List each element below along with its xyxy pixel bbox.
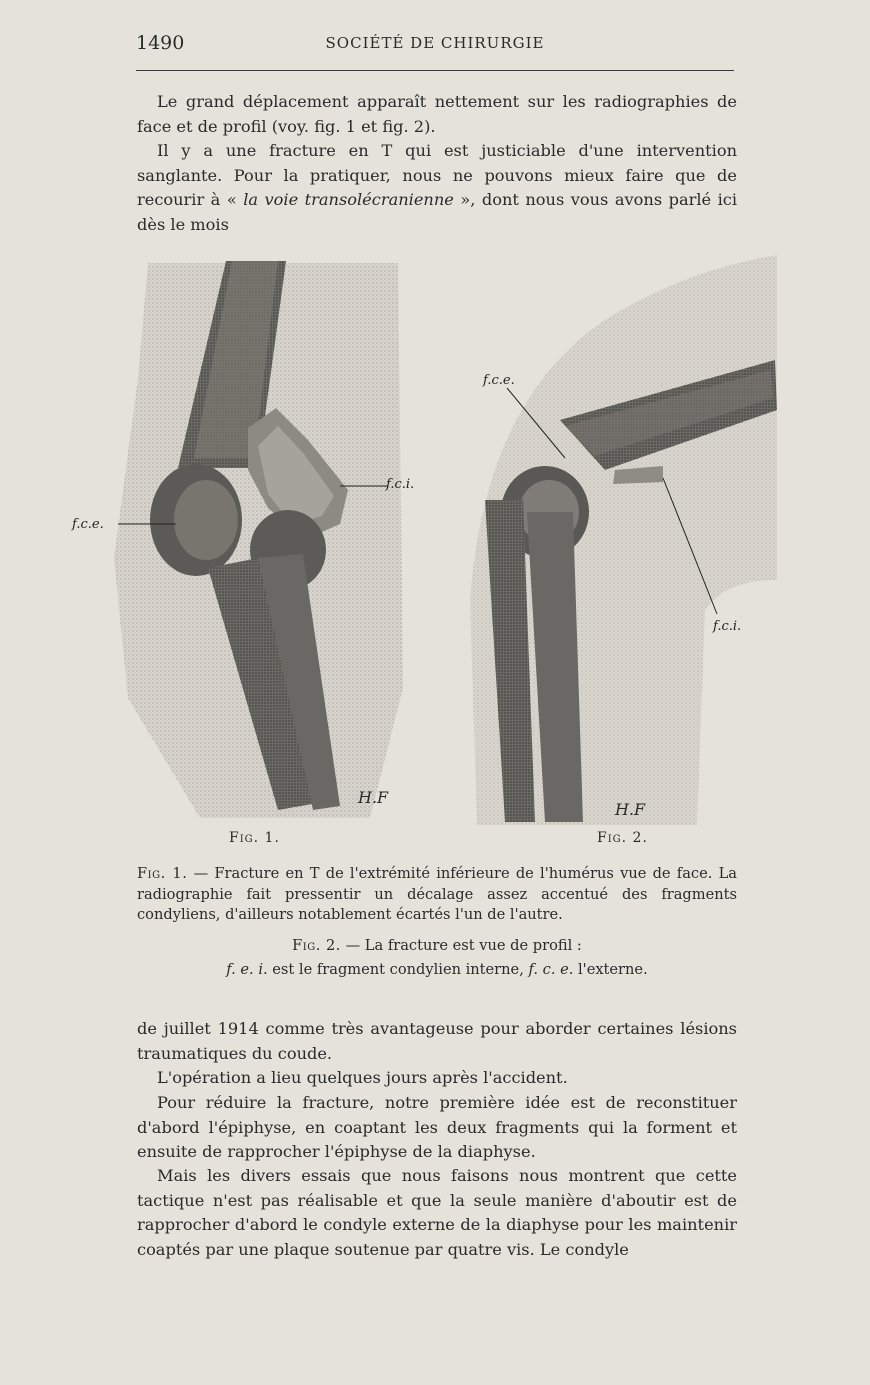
- fig2-signature: H.F: [615, 800, 646, 819]
- running-head: SOCIÉTÉ DE CHIRURGIE: [325, 34, 545, 52]
- header-rule: [136, 70, 734, 71]
- fig1-caption-label: Fig. 1.: [229, 830, 280, 846]
- caption-fig2-label: Fig. 2.: [292, 937, 341, 954]
- page-header: [0, 32, 800, 56]
- figure-2-caption-line2: [137, 960, 737, 981]
- paragraph-2: [137, 139, 737, 237]
- fig2-label-fci: f.c.i.: [713, 619, 742, 634]
- paragraph-2-end: », dont nous vous avons parlé ici dès le mois: [137, 190, 738, 234]
- fig2-caption-label: Fig. 2.: [597, 830, 648, 846]
- caption-fig1-text: — Fracture en T de l'extrémité inférieure de l'humérus vue de face. La radiographie fait pressentir un décalage assez accentué des fragments condyliens, d'ailleurs notablement écartés l'un de l'autre.: [137, 865, 737, 923]
- caption-line2-mid: est le fragment condylien interne,: [267, 961, 529, 978]
- paragraph-1: [137, 90, 737, 139]
- page-number: 1490: [136, 32, 185, 54]
- paragraph-2-italic: la voie transolécranienne: [243, 190, 454, 209]
- figure-2-illustration: [465, 250, 777, 825]
- fig2-label-fce: f.c.e.: [483, 373, 515, 388]
- caption-fig1-label: Fig. 1.: [137, 865, 188, 882]
- paragraph-1-text: Le grand déplacement apparaît nettement sur les radiographies de face et de profil (voy. fig. 1 et fig. 2).: [137, 92, 737, 136]
- caption-line2-end: l'externe.: [573, 961, 648, 978]
- figure-1-illustration: [72, 258, 415, 820]
- paragraph-4: L'opération a lieu quelques jours après l'accident.: [157, 1068, 568, 1087]
- figure-1-caption: [137, 864, 737, 926]
- fig1-label-fci: f.c.i.: [386, 477, 415, 492]
- caption-fce: f. c. e.: [528, 961, 574, 978]
- paragraph-2-start: Il y a une fracture en T qui est justiciable d'une intervention sanglante. Pour la pratiquer, nous ne pouvons mieux faire que de recourir à «: [137, 141, 737, 209]
- paragraph-3: de juillet 1914 comme très avantageuse pour aborder certaines lésions traumatiques du coude.: [137, 1019, 737, 1063]
- figure-2-caption: [137, 936, 737, 957]
- caption-fig2-text: — La fracture est vue de profil :: [340, 937, 582, 954]
- fig1-label-fce: f.c.e.: [72, 517, 104, 532]
- caption-fei: f. e. i.: [226, 961, 268, 978]
- fig1-signature: H.F: [358, 788, 389, 807]
- paragraph-6: Mais les divers essais que nous faisons nous montrent que cette tactique n'est pas réalisable et que la seule manière d'aboutir est de rapprocher d'abord le condyle externe de la diaphyse pour les maintenir coaptés par une plaque soutenue par quatre vis. Le condyle: [137, 1166, 737, 1259]
- paragraph-5: Pour réduire la fracture, notre première idée est de reconstituer d'abord l'épiphyse, en coaptant les deux fragments qui la forment et ensuite de rapprocher l'épiphyse de la diaphyse.: [137, 1093, 737, 1161]
